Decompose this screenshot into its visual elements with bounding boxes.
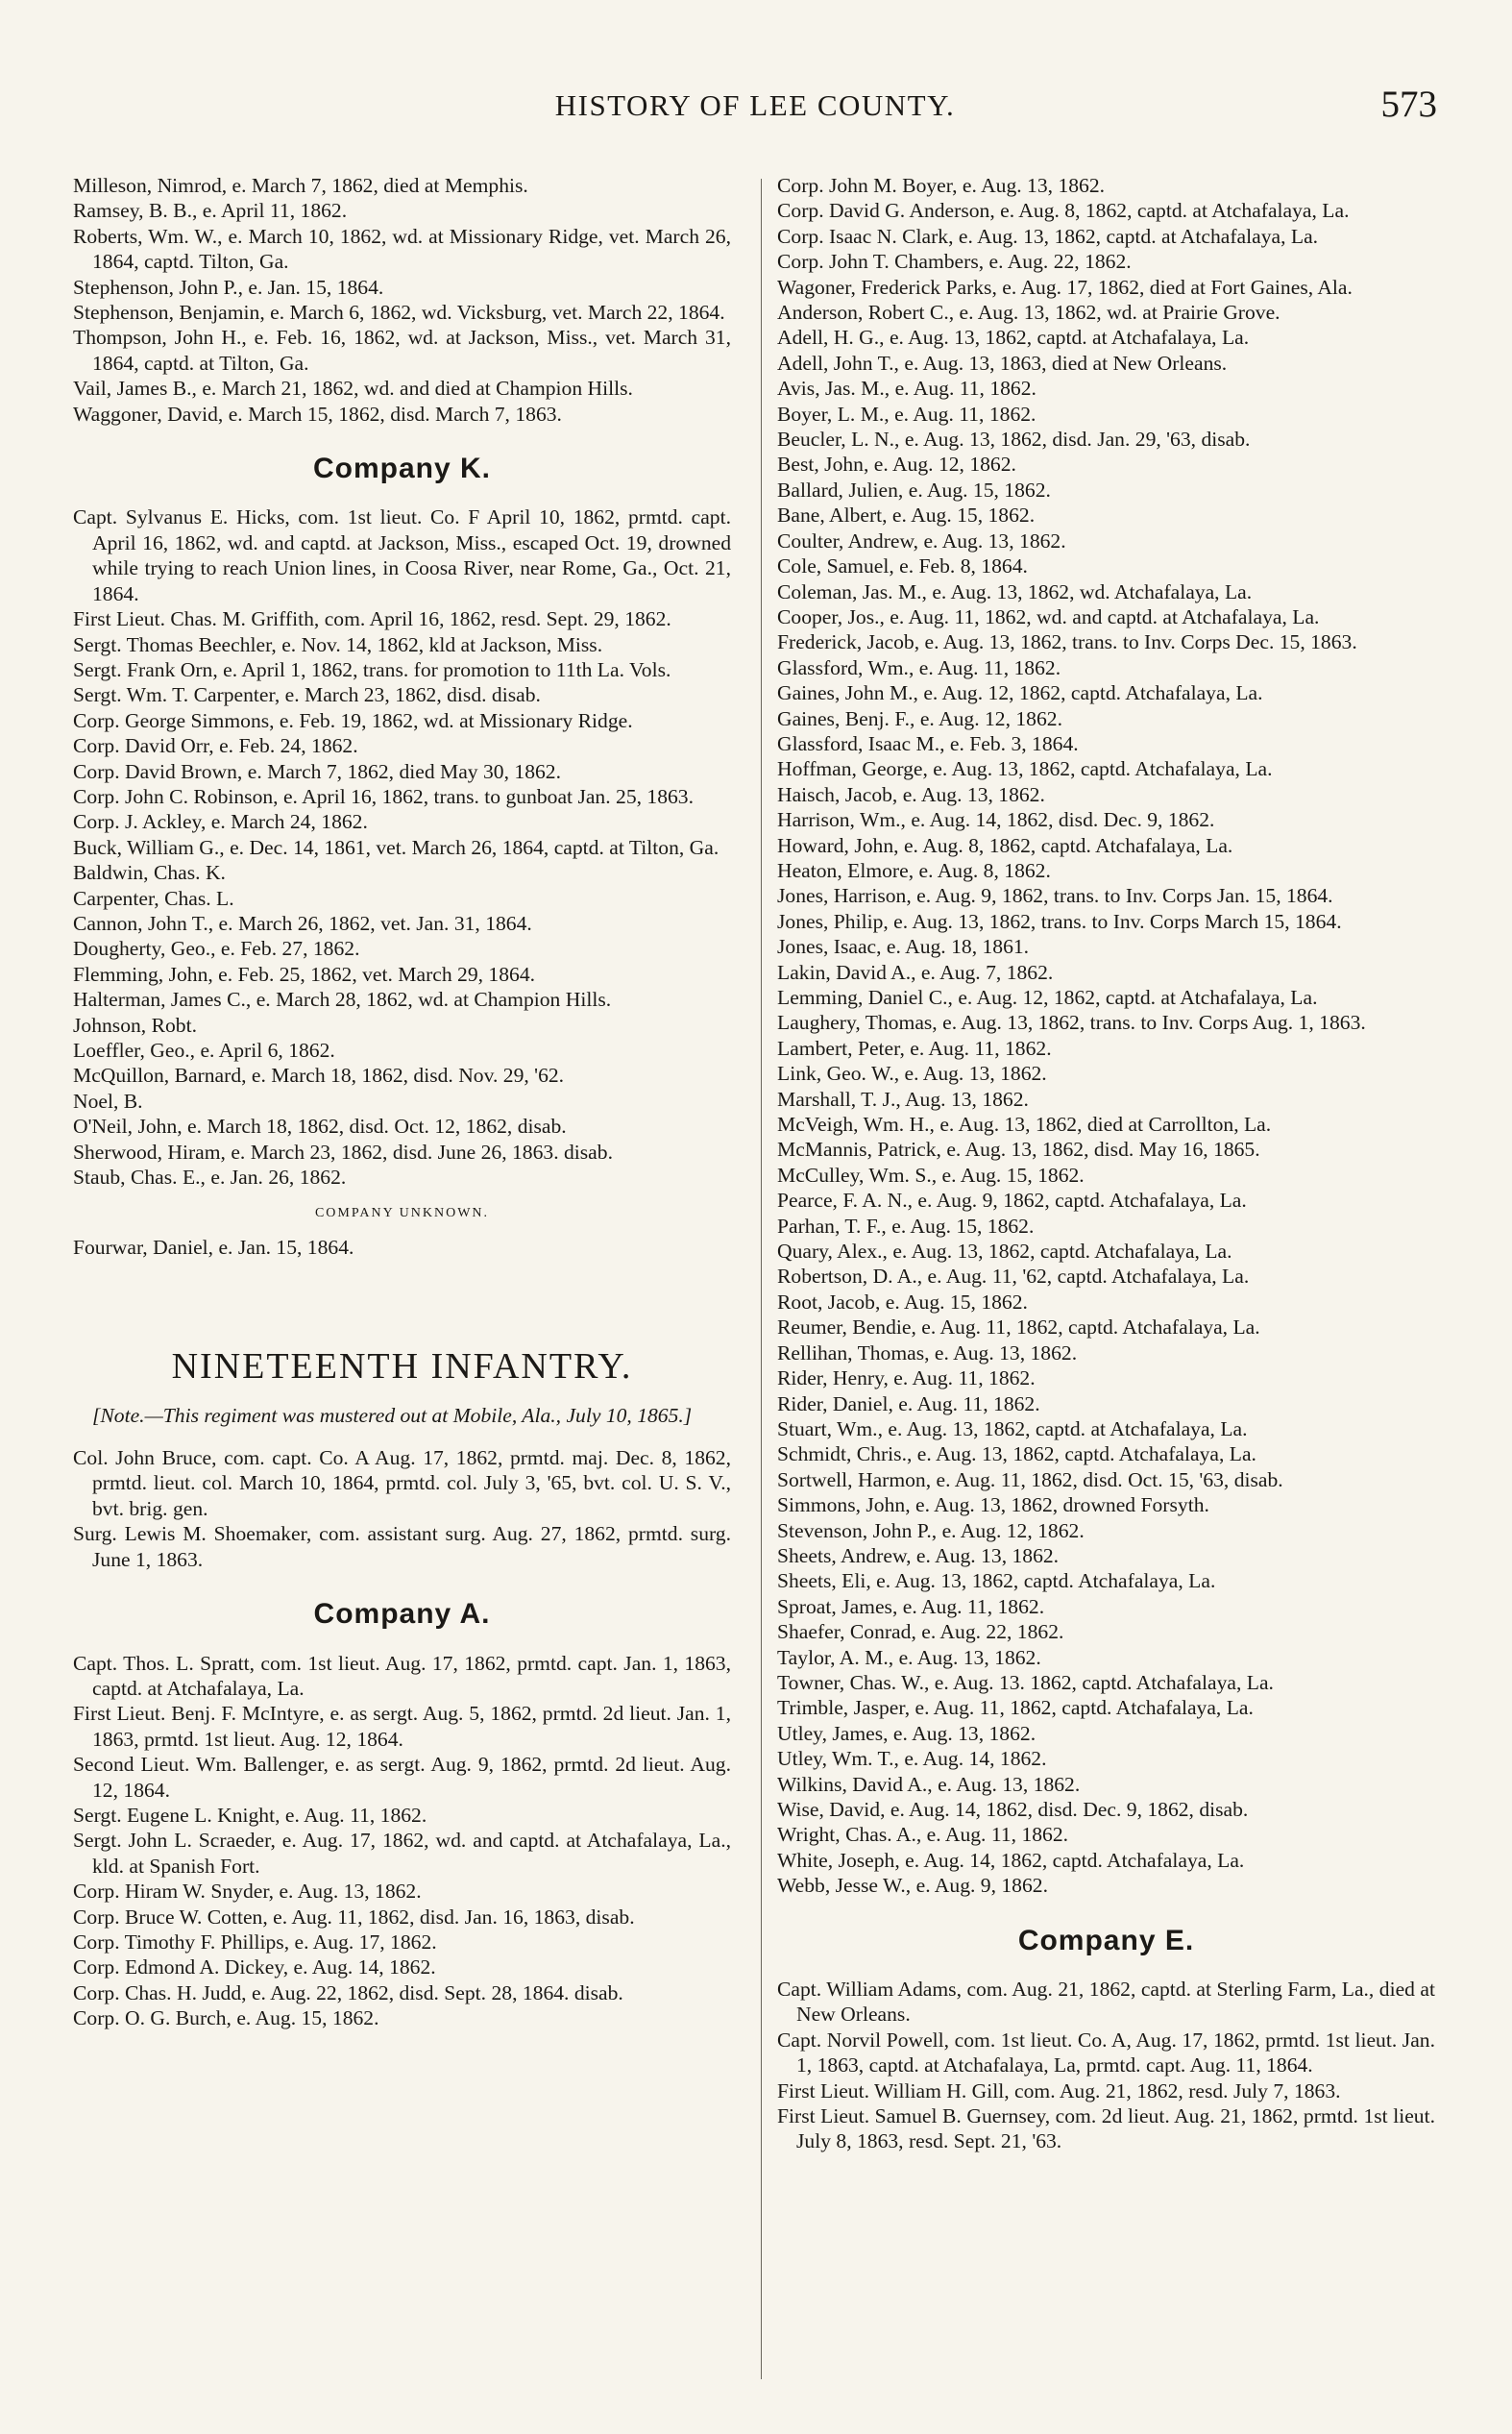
left-column — [73, 173, 731, 2031]
roster-entry: Ramsey, B. B., e. April 11, 1862. — [73, 199, 348, 223]
company-heading: Company A. — [313, 1598, 491, 1631]
roster-entry: First Lieut. Chas. M. Griffith, com. April 16, 1862, resd. Sept. 29, 1862. — [73, 607, 671, 631]
roster-entry: Frederick, Jacob, e. Aug. 13, 1862, trans. to Inv. Corps Dec. 15, 1863. — [777, 630, 1357, 654]
roster-entry: Fourwar, Daniel, e. Jan. 15, 1864. — [73, 1235, 354, 1259]
roster-entry: Adell, H. G., e. Aug. 13, 1862, captd. at Atchafalaya, La. — [777, 326, 1250, 350]
roster-entry: First Lieut. William H. Gill, com. Aug. 21, 1862, resd. July 7, 1863. — [777, 2078, 1341, 2102]
roster-entry: Harrison, Wm., e. Aug. 14, 1862, disd. Dec. 9, 1862. — [777, 808, 1215, 832]
roster-entry: Utley, James, e. Aug. 13, 1862. — [777, 1721, 1036, 1745]
roster-entry: Capt. William Adams, com. Aug. 21, 1862, captd. at Sterling Farm, La., died at New Orleans. — [777, 1978, 1435, 2027]
roster-entry: Stuart, Wm., e. Aug. 13, 1862, captd. at Atchafalaya, La. — [777, 1416, 1248, 1440]
roster-entry: Beucler, L. N., e. Aug. 13, 1862, disd. Jan. 29, '63, disab. — [777, 428, 1251, 452]
roster-entry: Heaton, Elmore, e. Aug. 8, 1862. — [777, 858, 1051, 882]
column-divider — [761, 179, 762, 2379]
running-head: HISTORY OF LEE COUNTY. — [554, 88, 956, 122]
roster-entry: Shaefer, Conrad, e. Aug. 22, 1862. — [777, 1620, 1064, 1644]
roster-entry: Coulter, Andrew, e. Aug. 13, 1862. — [777, 529, 1066, 553]
roster-entry: Jones, Isaac, e. Aug. 18, 1861. — [777, 935, 1030, 959]
roster-entry: Bane, Albert, e. Aug. 15, 1862. — [777, 504, 1036, 528]
roster-entry: Milleson, Nimrod, e. March 7, 1862, died at Memphis. — [73, 174, 528, 197]
roster-entry: Corp. David G. Anderson, e. Aug. 8, 1862, captd. at Atchafalaya, La. — [777, 199, 1350, 223]
roster-entry: Corp. David Brown, e. March 7, 1862, died May 30, 1862. — [73, 759, 561, 783]
roster-entry: Corp. George Simmons, e. Feb. 19, 1862, wd. at Missionary Ridge. — [73, 708, 633, 732]
roster-entry: Hoffman, George, e. Aug. 13, 1862, captd. Atchafalaya, La. — [777, 757, 1273, 781]
roster-entry: McCulley, Wm. S., e. Aug. 15, 1862. — [777, 1163, 1085, 1187]
roster-entry: Taylor, A. M., e. Aug. 13, 1862. — [777, 1645, 1041, 1669]
roster-entry: Buck, William G., e. Dec. 14, 1861, vet. March 26, 1864, captd. at Tilton, Ga. — [73, 835, 719, 859]
roster-entry: Lakin, David A., e. Aug. 7, 1862. — [777, 960, 1054, 984]
roster-entry: Corp. Bruce W. Cotten, e. Aug. 11, 1862, disd. Jan. 16, 1863, disab. — [73, 1905, 635, 1929]
roster-list — [777, 1977, 1435, 2154]
roster-entry: Corp. John T. Chambers, e. Aug. 22, 1862. — [777, 250, 1132, 274]
roster-entry: Cannon, John T., e. March 26, 1862, vet. Jan. 31, 1864. — [73, 911, 532, 935]
company-heading: Company E. — [1017, 1924, 1195, 1956]
roster-entry: Rellihan, Thomas, e. Aug. 13, 1862. — [777, 1340, 1078, 1365]
roster-entry: Marshall, T. J., Aug. 13, 1862. — [777, 1087, 1029, 1111]
roster-entry: Corp. Chas. H. Judd, e. Aug. 22, 1862, disd. Sept. 28, 1864. disab. — [73, 1980, 623, 2004]
roster-entry: Halterman, James C., e. March 28, 1862, wd. at Champion Hills. — [73, 988, 612, 1012]
roster-entry: Corp. Timothy F. Phillips, e. Aug. 17, 1862. — [73, 1930, 437, 1954]
roster-entry: Schmidt, Chris., e. Aug. 13, 1862, captd. Atchafalaya, La. — [777, 1442, 1256, 1466]
roster-entry: Pearce, F. A. N., e. Aug. 9, 1862, captd. Atchafalaya, La. — [777, 1189, 1247, 1213]
roster-entry: Corp. Hiram W. Snyder, e. Aug. 13, 1862. — [73, 1880, 422, 1904]
roster-entry: O'Neil, John, e. March 18, 1862, disd. Oct. 12, 1862, disab. — [73, 1115, 567, 1139]
roster-entry: Glassford, Wm., e. Aug. 11, 1862. — [777, 655, 1061, 679]
roster-entry: Corp. John C. Robinson, e. April 16, 1862, trans. to gunboat Jan. 25, 1863. — [73, 784, 694, 808]
roster-entry: Sheets, Eli, e. Aug. 13, 1862, captd. Atchafalaya, La. — [777, 1569, 1216, 1593]
roster-entry: Sproat, James, e. Aug. 11, 1862. — [777, 1594, 1045, 1618]
roster-entry: Robertson, D. A., e. Aug. 11, '62, captd. Atchafalaya, La. — [777, 1265, 1250, 1289]
roster-entry: Reumer, Bendie, e. Aug. 11, 1862, captd. Atchafalaya, La. — [777, 1315, 1260, 1340]
roster-entry: McVeigh, Wm. H., e. Aug. 13, 1862, died at Carrollton, La. — [777, 1113, 1272, 1137]
roster-entry: Loeffler, Geo., e. April 6, 1862. — [73, 1039, 335, 1062]
roster-entry: Ballard, Julien, e. Aug. 15, 1862. — [777, 478, 1051, 502]
roster-entry: Stevenson, John P., e. Aug. 12, 1862. — [777, 1518, 1085, 1542]
roster-entry: Lemming, Daniel C., e. Aug. 12, 1862, captd. at Atchafalaya, La. — [777, 986, 1318, 1009]
roster-entry: Cooper, Jos., e. Aug. 11, 1862, wd. and captd. at Atchafalaya, La. — [777, 604, 1320, 628]
roster-entry: Col. John Bruce, com. capt. Co. A Aug. 17, 1862, prmtd. maj. Dec. 8, 1862, prmtd. lieut. col. March 10, 1864, prmtd. col. July 3, '65, bvt. col. U. S. V., bvt. brig. gen. — [73, 1446, 731, 1520]
roster-list — [73, 1235, 731, 1260]
roster-entry: Capt. Thos. L. Spratt, com. 1st lieut. Aug. 17, 1862, prmtd. capt. Jan. 1, 1863, captd. at Atchafalaya, La. — [73, 1651, 731, 1700]
roster-entry: Trimble, Jasper, e. Aug. 11, 1862, captd. Atchafalaya, La. — [777, 1696, 1254, 1720]
roster-entry: Corp. Isaac N. Clark, e. Aug. 13, 1862, captd. at Atchafalaya, La. — [777, 224, 1319, 248]
roster-entry: Glassford, Isaac M., e. Feb. 3, 1864. — [777, 731, 1079, 755]
roster-entry: Capt. Norvil Powell, com. 1st lieut. Co. A, Aug. 17, 1862, prmtd. 1st lieut. Jan. 1, 1863, captd. at Atchafalaya, La, prmtd. capt. Aug. 11, 1864. — [777, 2028, 1435, 2078]
roster-entry: Laughery, Thomas, e. Aug. 13, 1862, trans. to Inv. Corps Aug. 1, 1863. — [777, 1011, 1366, 1035]
roster-entry: Wilkins, David A., e. Aug. 13, 1862. — [777, 1772, 1081, 1796]
roster-entry: Gaines, Benj. F., e. Aug. 12, 1862. — [777, 706, 1062, 730]
roster-entry: Corp. David Orr, e. Feb. 24, 1862. — [73, 734, 358, 758]
right-column — [777, 173, 1435, 2154]
roster-entry: Rider, Daniel, e. Aug. 11, 1862. — [777, 1391, 1040, 1415]
roster-entry: Sherwood, Hiram, e. March 23, 1862, disd. June 26, 1863. disab. — [73, 1140, 613, 1164]
roster-entry: Staub, Chas. E., e. Jan. 26, 1862. — [73, 1166, 347, 1190]
roster-entry: Towner, Chas. W., e. Aug. 13. 1862, captd. Atchafalaya, La. — [777, 1670, 1274, 1694]
roster-entry: Jones, Philip, e. Aug. 13, 1862, trans. to Inv. Corps March 15, 1864. — [777, 909, 1342, 933]
roster-entry: White, Joseph, e. Aug. 14, 1862, captd. Atchafalaya, La. — [777, 1848, 1245, 1872]
roster-entry: Thompson, John H., e. Feb. 16, 1862, wd. at Jackson, Miss., vet. March 31, 1864, captd. at Tilton, Ga. — [73, 326, 731, 375]
roster-entry: Baldwin, Chas. K. — [73, 861, 226, 885]
roster-entry: Wise, David, e. Aug. 14, 1862, disd. Dec. 9, 1862, disab. — [777, 1798, 1249, 1821]
roster-list — [73, 1651, 731, 2031]
roster-list — [73, 1445, 731, 1572]
roster-entry: Sergt. Thomas Beechler, e. Nov. 14, 1862, kld at Jackson, Miss. — [73, 632, 603, 656]
roster-entry: Sergt. John L. Scraeder, e. Aug. 17, 1862, wd. and captd. at Atchafalaya, La., kld. at Spanish Fort. — [73, 1829, 731, 1878]
roster-entry: Cole, Samuel, e. Feb. 8, 1864. — [777, 554, 1028, 578]
roster-entry: Parhan, T. F., e. Aug. 15, 1862. — [777, 1214, 1035, 1238]
roster-entry: Waggoner, David, e. March 15, 1862, disd. March 7, 1863. — [73, 402, 562, 426]
roster-entry: First Lieut. Benj. F. McIntyre, e. as sergt. Aug. 5, 1862, prmtd. 2d lieut. Jan. 1, 1863, prmtd. 1st lieut. Aug. 12, 1864. — [73, 1702, 731, 1751]
roster-entry: Sheets, Andrew, e. Aug. 13, 1862. — [777, 1543, 1060, 1567]
roster-list — [73, 504, 731, 1190]
roster-entry: Jones, Harrison, e. Aug. 9, 1862, trans. to Inv. Corps Jan. 15, 1864. — [777, 884, 1333, 908]
roster-entry: Wright, Chas. A., e. Aug. 11, 1862. — [777, 1823, 1069, 1847]
roster-entry: Gaines, John M., e. Aug. 12, 1862, captd. Atchafalaya, La. — [777, 681, 1263, 705]
roster-entry: Anderson, Robert C., e. Aug. 13, 1862, wd. at Prairie Grove. — [777, 301, 1280, 325]
roster-entry: Johnson, Robt. — [73, 1013, 197, 1037]
roster-entry: Best, John, e. Aug. 12, 1862. — [777, 453, 1016, 477]
roster-entry: Sergt. Frank Orn, e. April 1, 1862, trans. for promotion to 11th La. Vols. — [73, 657, 671, 681]
roster-entry: McMannis, Patrick, e. Aug. 13, 1862, disd. May 16, 1865. — [777, 1138, 1260, 1162]
roster-entry: Sergt. Eugene L. Knight, e. Aug. 11, 1862. — [73, 1803, 427, 1827]
roster-entry: Boyer, L. M., e. Aug. 11, 1862. — [777, 402, 1036, 426]
roster-entry: Sergt. Wm. T. Carpenter, e. March 23, 1862, disd. disab. — [73, 683, 541, 707]
roster-entry: Carpenter, Chas. L. — [73, 886, 234, 910]
roster-entry: Webb, Jesse W., e. Aug. 9, 1862. — [777, 1874, 1048, 1898]
company-heading: Company K. — [312, 453, 492, 485]
roster-entry: Avis, Jas. M., e. Aug. 11, 1862. — [777, 377, 1036, 401]
roster-entry: Corp. John M. Boyer, e. Aug. 13, 1862. — [777, 174, 1106, 197]
roster-entry: Utley, Wm. T., e. Aug. 14, 1862. — [777, 1747, 1047, 1771]
roster-list — [73, 173, 731, 427]
roster-entry: Vail, James B., e. March 21, 1862, wd. and died at Champion Hills. — [73, 377, 633, 401]
roster-entry: First Lieut. Samuel B. Guernsey, com. 2d lieut. Aug. 21, 1862, prmtd. 1st lieut. July 8, 1863, resd. Sept. 21, '63. — [777, 2104, 1435, 2153]
roster-entry: McQuillon, Barnard, e. March 18, 1862, disd. Nov. 29, '62. — [73, 1064, 565, 1088]
roster-entry: Dougherty, Geo., e. Feb. 27, 1862. — [73, 937, 360, 961]
roster-entry: Quary, Alex., e. Aug. 13, 1862, captd. Atchafalaya, La. — [777, 1240, 1232, 1264]
roster-entry: Stephenson, Benjamin, e. March 6, 1862, wd. Vicksburg, vet. March 22, 1864. — [73, 301, 725, 325]
roster-entry: Adell, John T., e. Aug. 13, 1863, died at New Orleans. — [777, 351, 1228, 375]
roster-entry: Sortwell, Harmon, e. Aug. 11, 1862, disd. Oct. 15, '63, disab. — [777, 1467, 1283, 1491]
roster-entry: Surg. Lewis M. Shoemaker, com. assistant surg. Aug. 27, 1862, prmtd. surg. June 1, 1863. — [73, 1522, 731, 1571]
roster-entry: Corp. O. G. Burch, e. Aug. 15, 1862. — [73, 2006, 379, 2030]
page-number: 573 — [1380, 84, 1437, 125]
roster-entry: Corp. Edmond A. Dickey, e. Aug. 14, 1862. — [73, 1955, 436, 1979]
regiment-note: [Note.—This regiment was mustered out at Mobile, Ala., July 10, 1865.] — [92, 1403, 693, 1427]
roster-entry: Second Lieut. Wm. Ballenger, e. as sergt. Aug. 9, 1862, prmtd. 2d lieut. Aug. 12, 1864. — [73, 1753, 731, 1802]
roster-entry: Noel, B. — [73, 1089, 143, 1113]
page-header — [73, 84, 1437, 127]
roster-entry: Link, Geo. W., e. Aug. 13, 1862. — [777, 1062, 1047, 1086]
roster-entry: Corp. J. Ackley, e. March 24, 1862. — [73, 810, 368, 834]
roster-entry: Howard, John, e. Aug. 8, 1862, captd. Atchafalaya, La. — [777, 833, 1233, 857]
roster-entry: Coleman, Jas. M., e. Aug. 13, 1862, wd. Atchafalaya, La. — [777, 579, 1253, 603]
roster-entry: Haisch, Jacob, e. Aug. 13, 1862. — [777, 782, 1045, 806]
roster-entry: Wagoner, Frederick Parks, e. Aug. 17, 1862, died at Fort Gaines, Ala. — [777, 275, 1353, 299]
company-heading: COMPANY UNKNOWN. — [314, 1206, 490, 1221]
roster-entry: Stephenson, John P., e. Jan. 15, 1864. — [73, 275, 384, 299]
regiment-heading: NINETEENTH INFANTRY. — [171, 1346, 633, 1388]
roster-entry: Lambert, Peter, e. Aug. 11, 1862. — [777, 1036, 1052, 1060]
roster-entry: Roberts, Wm. W., e. March 10, 1862, wd. at Missionary Ridge, vet. March 26, 1864, captd. Tilton, Ga. — [73, 224, 731, 274]
roster-entry: Rider, Henry, e. Aug. 11, 1862. — [777, 1366, 1036, 1390]
roster-entry: Flemming, John, e. Feb. 25, 1862, vet. March 29, 1864. — [73, 962, 536, 986]
roster-entry: Capt. Sylvanus E. Hicks, com. 1st lieut. Co. F April 10, 1862, prmtd. capt. April 16, 1862, wd. and captd. at Jackson, Miss., escaped Oct. 19, drowned while trying to reach Union lines, in Coosa River, near Rome, Ga., Oct. 21, 1864. — [73, 505, 731, 605]
roster-entry: Root, Jacob, e. Aug. 15, 1862. — [777, 1290, 1028, 1314]
roster-entry: Simmons, John, e. Aug. 13, 1862, drowned Forsyth. — [777, 1493, 1209, 1517]
roster-list — [777, 173, 1435, 1899]
